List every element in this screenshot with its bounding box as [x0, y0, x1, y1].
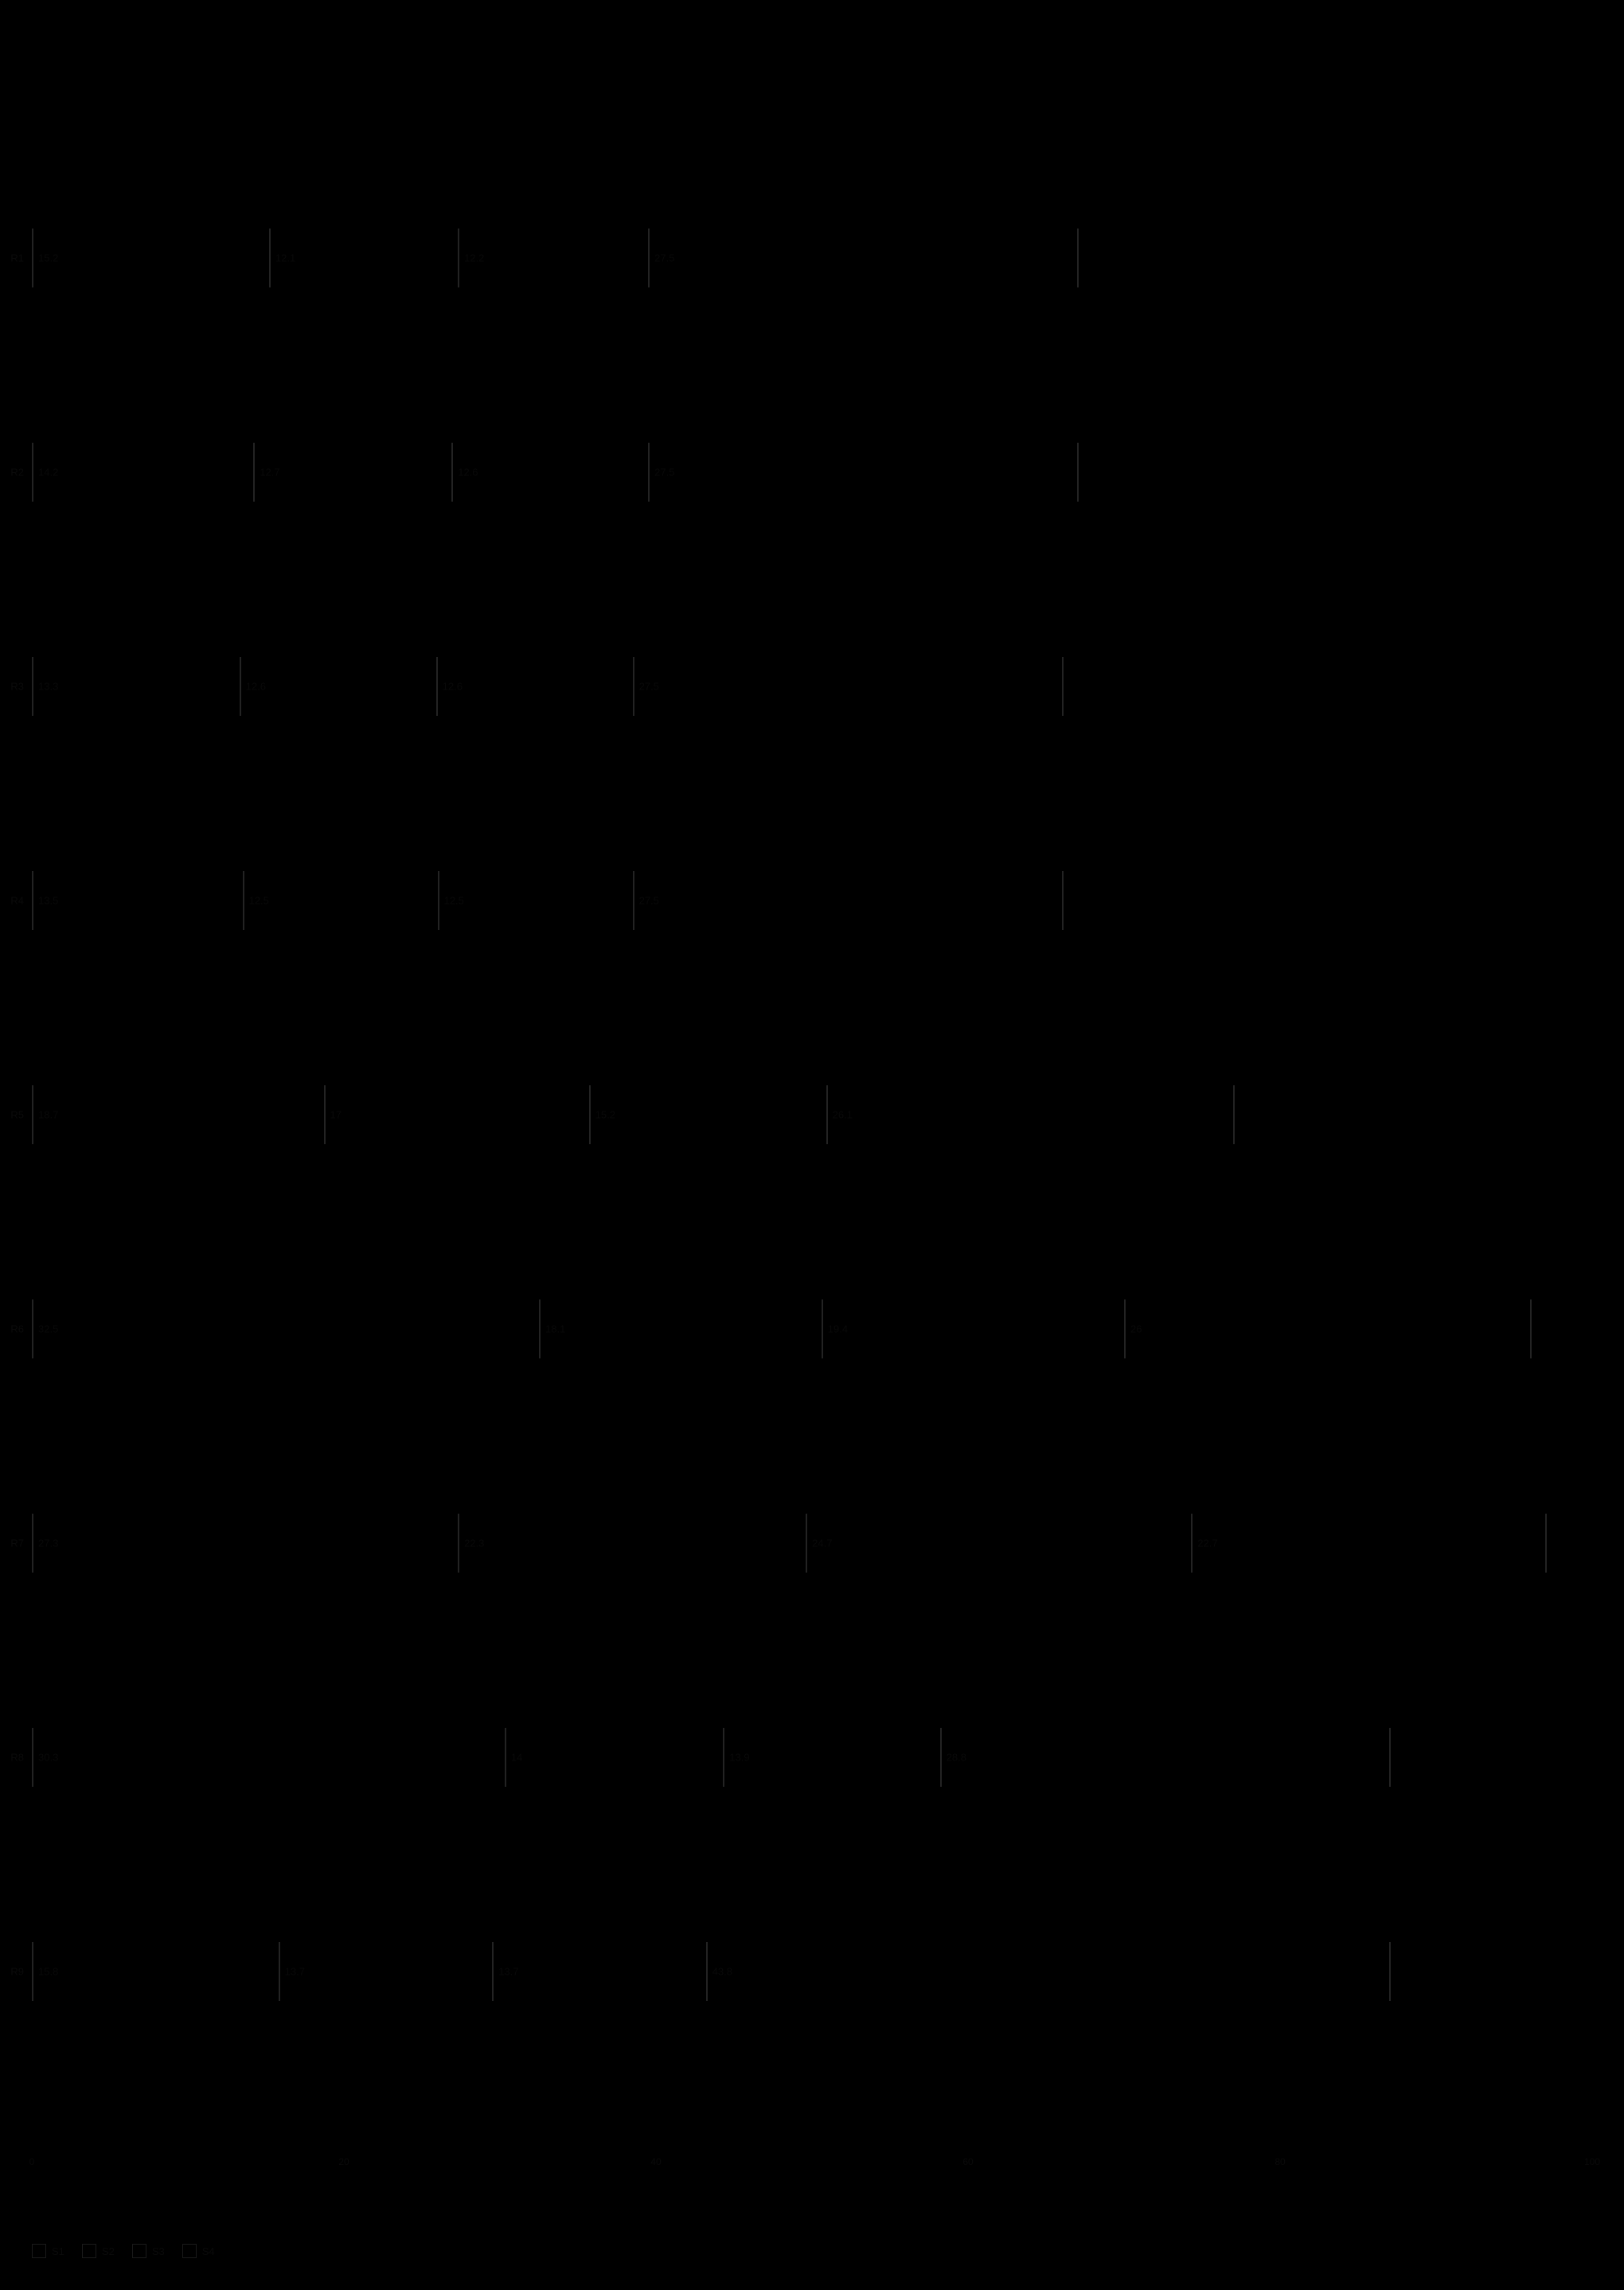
segment-divider	[1530, 1299, 1532, 1358]
bar-segment	[451, 406, 648, 539]
segment-divider	[269, 229, 271, 287]
segment-divider	[492, 1942, 494, 2001]
segment-value-label: 32.5	[38, 1323, 59, 1335]
segment-divider	[243, 871, 244, 930]
segment-divider	[1389, 1942, 1391, 2001]
segment-value-label: 15.8	[38, 1965, 59, 1978]
segment-value-label: 27.5	[654, 466, 675, 479]
bar-segment	[806, 1476, 1191, 1609]
bar-segment	[492, 1905, 706, 2038]
bar-row-label: R2	[10, 466, 24, 479]
bar-segment	[822, 1263, 1124, 1396]
bar-row	[10, 1263, 1592, 1396]
bar-segment	[940, 1690, 1389, 1823]
segment-value-label: 18.1	[545, 1323, 566, 1335]
bar-row-label: R7	[10, 1537, 24, 1549]
segment-divider	[32, 1299, 33, 1358]
segment-divider	[505, 1728, 506, 1787]
segment-divider	[648, 443, 650, 502]
x-tick-label: 80	[1275, 2156, 1286, 2167]
bar-track	[32, 406, 1592, 539]
segment-divider	[1191, 1514, 1193, 1573]
segment-divider	[633, 871, 634, 930]
bar-row-label: R1	[10, 252, 24, 264]
segment-value-label: 12.1	[275, 252, 296, 264]
segment-divider	[1062, 657, 1064, 716]
segment-divider	[279, 1942, 280, 2001]
bar-segment	[436, 620, 633, 753]
bar-row-label: R8	[10, 1751, 24, 1764]
legend-item	[82, 2244, 115, 2258]
segment-value-label: 27.5	[654, 252, 675, 264]
x-tick-label: 0	[29, 2156, 35, 2167]
segment-divider	[1124, 1299, 1126, 1358]
segment-value-label: 28.8	[946, 1751, 967, 1764]
bar-row	[10, 406, 1592, 539]
segment-divider	[451, 443, 453, 502]
bar-segment	[279, 1905, 493, 2038]
segment-value-label: 15.2	[38, 252, 59, 264]
bar-row	[10, 1476, 1592, 1609]
segment-divider	[633, 657, 634, 716]
segment-divider	[32, 1514, 33, 1573]
bar-segment	[648, 406, 1077, 539]
segment-divider	[1062, 871, 1064, 930]
bar-segment	[826, 1049, 1234, 1182]
segment-value-label: 12.6	[442, 680, 463, 693]
bar-segment	[32, 192, 269, 325]
segment-value-label: 12.5	[248, 894, 269, 907]
bar-segment	[32, 406, 253, 539]
segment-value-label: 13.5	[38, 894, 59, 907]
segment-divider	[324, 1085, 326, 1144]
bar-row-label: R5	[10, 1108, 24, 1121]
bar-segment	[243, 834, 438, 967]
segment-value-label: 18.7	[38, 1108, 59, 1121]
bar-segment	[32, 1905, 279, 2038]
chart-legend	[32, 2244, 215, 2258]
segment-divider	[723, 1728, 724, 1787]
segment-divider	[253, 443, 255, 502]
segment-value-label: 12.7	[260, 466, 280, 479]
bar-segment	[723, 1690, 939, 1823]
bar-track	[32, 1049, 1592, 1182]
bar-segment	[633, 834, 1062, 967]
bar-segment	[32, 834, 243, 967]
bar-segment	[438, 834, 633, 967]
bar-segment	[633, 620, 1062, 753]
segment-divider	[32, 657, 33, 716]
bar-row	[10, 1690, 1592, 1823]
bar-segment	[269, 192, 458, 325]
segment-value-label: 12.5	[443, 894, 464, 907]
segment-value-label: 13.9	[729, 1751, 750, 1764]
bar-segment	[32, 1690, 505, 1823]
bar-segment	[32, 1263, 539, 1396]
x-axis-ticks	[29, 2156, 1601, 2171]
segment-divider	[826, 1085, 828, 1144]
bar-segment	[706, 1905, 1389, 2038]
bar-segment	[458, 192, 648, 325]
bar-row-label: R4	[10, 894, 24, 907]
legend-swatch	[182, 2244, 197, 2258]
segment-value-label: 13.7	[284, 1965, 305, 1978]
segment-value-label: 26.1	[832, 1108, 853, 1121]
bar-segment	[32, 1049, 324, 1182]
bar-segment	[589, 1049, 826, 1182]
legend-swatch	[32, 2244, 46, 2258]
bar-row	[10, 620, 1592, 753]
segment-divider	[1389, 1728, 1391, 1787]
bar-segment	[1124, 1263, 1530, 1396]
segment-value-label: 27.3	[38, 1537, 59, 1549]
segment-divider	[436, 657, 438, 716]
segment-divider	[32, 871, 33, 930]
segment-divider	[706, 1942, 708, 2001]
bar-track	[32, 192, 1592, 325]
legend-item	[32, 2244, 64, 2258]
segment-value-label: 14	[510, 1751, 523, 1764]
segment-value-label: 24.7	[812, 1537, 833, 1549]
segment-divider	[32, 1085, 33, 1144]
bar-track	[32, 834, 1592, 967]
legend-label: S1	[52, 2245, 64, 2257]
bar-segment	[32, 620, 240, 753]
x-tick-label: 40	[650, 2156, 662, 2167]
segment-divider	[458, 229, 459, 287]
bar-row	[10, 1905, 1592, 2038]
segment-divider	[32, 1942, 33, 2001]
segment-divider	[32, 443, 33, 502]
legend-label: S4	[201, 2245, 215, 2257]
segment-value-label: 43.8	[712, 1965, 733, 1978]
bar-track	[32, 1476, 1592, 1609]
legend-label: S3	[151, 2245, 165, 2257]
segment-divider	[1233, 1085, 1235, 1144]
bar-segment	[240, 620, 436, 753]
x-tick-label: 20	[338, 2156, 349, 2167]
segment-value-label: 12.6	[458, 466, 478, 479]
segment-divider	[589, 1085, 591, 1144]
legend-item	[132, 2244, 165, 2258]
plot-area	[10, 151, 1592, 2078]
bar-row-label: R9	[10, 1965, 24, 1978]
segment-divider	[458, 1514, 459, 1573]
bar-row	[10, 192, 1592, 325]
segment-value-label: 15.2	[595, 1108, 616, 1121]
bar-track	[32, 1263, 1592, 1396]
segment-divider	[32, 229, 33, 287]
segment-divider	[1077, 443, 1079, 502]
segment-divider	[648, 229, 650, 287]
bar-track	[32, 1690, 1592, 1823]
segment-divider	[806, 1514, 807, 1573]
x-tick-label: 60	[962, 2156, 974, 2167]
segment-value-label: 26	[1130, 1323, 1142, 1335]
segment-value-label: 12.6	[245, 680, 266, 693]
segment-divider	[1077, 229, 1079, 287]
bar-track	[32, 620, 1592, 753]
legend-swatch	[132, 2244, 146, 2258]
segment-value-label: 12.2	[464, 252, 485, 264]
bar-segment	[458, 1476, 806, 1609]
segment-value-label: 30.3	[38, 1751, 59, 1764]
bar-segment	[1191, 1476, 1545, 1609]
segment-value-label: 22.3	[464, 1537, 485, 1549]
bar-track	[32, 1905, 1592, 2038]
segment-value-label: 19.4	[827, 1323, 849, 1335]
segment-value-label: 27.5	[638, 680, 659, 693]
segment-divider	[32, 1728, 33, 1787]
legend-swatch	[82, 2244, 96, 2258]
legend-item	[182, 2244, 215, 2258]
bar-segment	[648, 192, 1077, 325]
bar-row-label: R3	[10, 680, 24, 693]
x-tick-label: 100	[1583, 2156, 1601, 2167]
segment-divider	[539, 1299, 541, 1358]
segment-divider	[240, 657, 241, 716]
bar-segment	[32, 1476, 458, 1609]
bar-row	[10, 1049, 1592, 1182]
segment-value-label: 13.7	[498, 1965, 519, 1978]
segment-divider	[438, 871, 439, 930]
bar-segment	[505, 1690, 723, 1823]
bar-row	[10, 834, 1592, 967]
segment-value-label: 17	[330, 1108, 342, 1121]
segment-value-label: 13.3	[38, 680, 59, 693]
bar-segment	[539, 1263, 822, 1396]
bar-segment	[253, 406, 451, 539]
segment-value-label: 14.2	[38, 466, 59, 479]
segment-value-label: 22.7	[1197, 1537, 1218, 1549]
segment-divider	[1545, 1514, 1547, 1573]
segment-divider	[940, 1728, 942, 1787]
segment-value-label: 27.5	[638, 894, 659, 907]
bar-segment	[324, 1049, 589, 1182]
segment-divider	[822, 1299, 823, 1358]
legend-label: S2	[101, 2245, 115, 2257]
bar-row-label: R6	[10, 1323, 24, 1335]
